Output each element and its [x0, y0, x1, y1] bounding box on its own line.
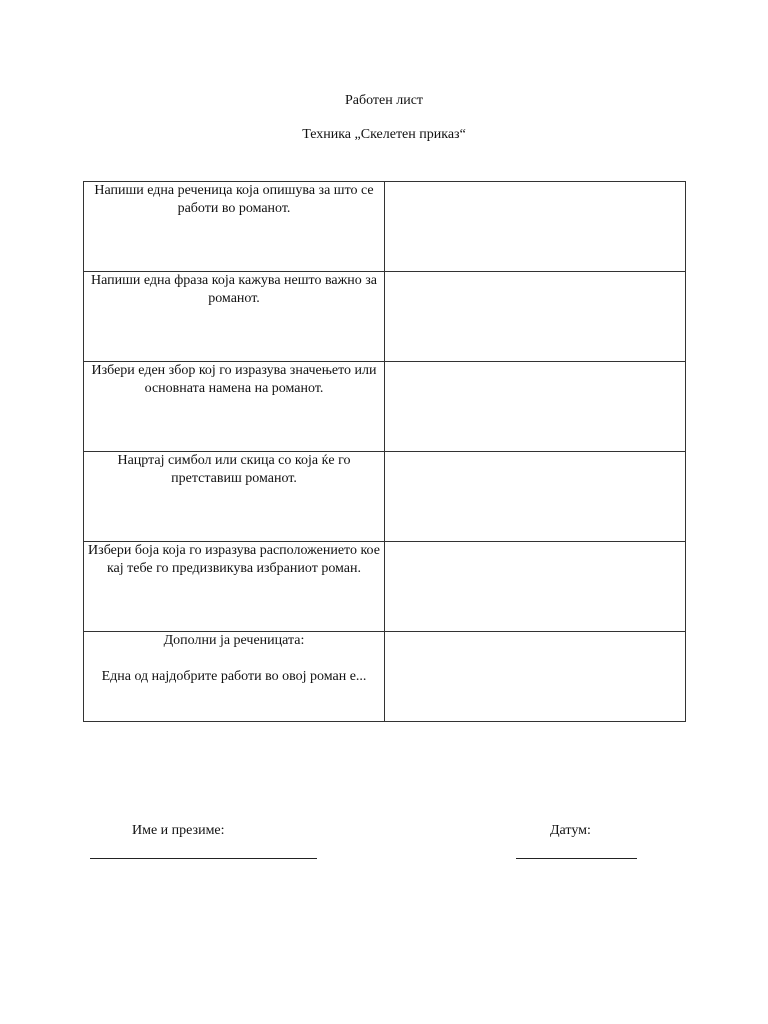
- prompt-cell: [84, 272, 385, 362]
- table-row: [84, 542, 686, 632]
- prompt-text: Дополни ја реченицата:: [163, 633, 305, 648]
- page-title: Работен лист: [344, 93, 424, 108]
- name-signature-line[interactable]: [90, 858, 317, 859]
- prompt-cell: [84, 542, 385, 632]
- prompt-cell: [84, 632, 385, 722]
- name-label: Име и презиме:: [132, 823, 225, 838]
- table-row: [84, 272, 686, 362]
- answer-cell[interactable]: [385, 452, 686, 542]
- prompt-text: Напиши една фраза која кажува нешто важно за романот.: [90, 273, 378, 306]
- date-signature-line[interactable]: [516, 858, 637, 859]
- worksheet-table: [83, 181, 686, 722]
- answer-cell[interactable]: [385, 362, 686, 452]
- table-row: [84, 362, 686, 452]
- prompt-extra-text: Една од најдобрите работи во овој роман е...: [101, 669, 367, 684]
- prompt-cell: [84, 182, 385, 272]
- answer-cell[interactable]: [385, 272, 686, 362]
- prompt-text: Избери еден збор кој го изразува значењето или основната намена на романот.: [91, 363, 377, 396]
- prompt-cell: [84, 362, 385, 452]
- answer-cell[interactable]: [385, 542, 686, 632]
- table-row: [84, 182, 686, 272]
- date-label: Датум:: [550, 823, 591, 838]
- prompt-cell: [84, 452, 385, 542]
- page-subtitle: Техника „Скелетен приказ“: [302, 127, 466, 142]
- answer-cell[interactable]: [385, 632, 686, 722]
- prompt-text: Избери боја која го изразува расположението кое кај тебе го предизвикува избраниот роман.: [88, 543, 380, 576]
- table-row: [84, 452, 686, 542]
- answer-cell[interactable]: [385, 182, 686, 272]
- table-row: [84, 632, 686, 722]
- prompt-text: Нацртај симбол или скица со која ќе го претставиш романот.: [117, 453, 351, 486]
- prompt-text: Напиши една реченица која опишува за што се работи во романот.: [94, 183, 374, 216]
